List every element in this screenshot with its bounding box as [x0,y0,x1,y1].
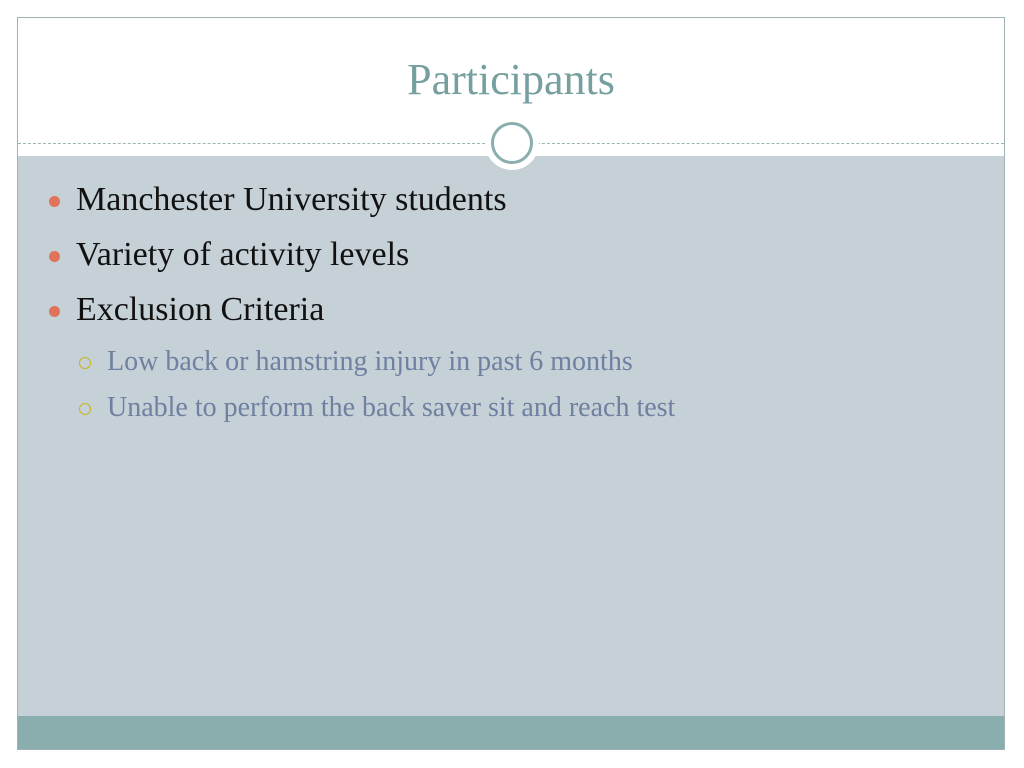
hollow-circle-icon [79,357,91,369]
filled-dot-icon [49,251,60,262]
hollow-circle-icon [79,403,91,415]
filled-dot-icon [49,196,60,207]
slide [17,17,1005,750]
bullet-text: Variety of activity levels [76,236,410,273]
bullet-text: Exclusion Criteria [76,291,325,328]
bullet-list [18,178,1004,435]
sub-bullet-item [18,343,1004,389]
filled-dot-icon [49,306,60,317]
sub-bullet-text: Unable to perform the back saver sit and reach test [107,392,676,423]
bullet-item [18,288,1004,343]
footer-bar [18,716,1004,750]
slide-title: Participants [407,55,615,104]
ring-inner [491,122,533,164]
circle-ring-icon [485,116,539,170]
sub-bullet-item [18,389,1004,435]
bullet-text: Manchester University students [76,181,507,218]
bullet-item [18,178,1004,233]
sub-bullet-text: Low back or hamstring injury in past 6 months [107,346,633,377]
bullet-item [18,233,1004,288]
